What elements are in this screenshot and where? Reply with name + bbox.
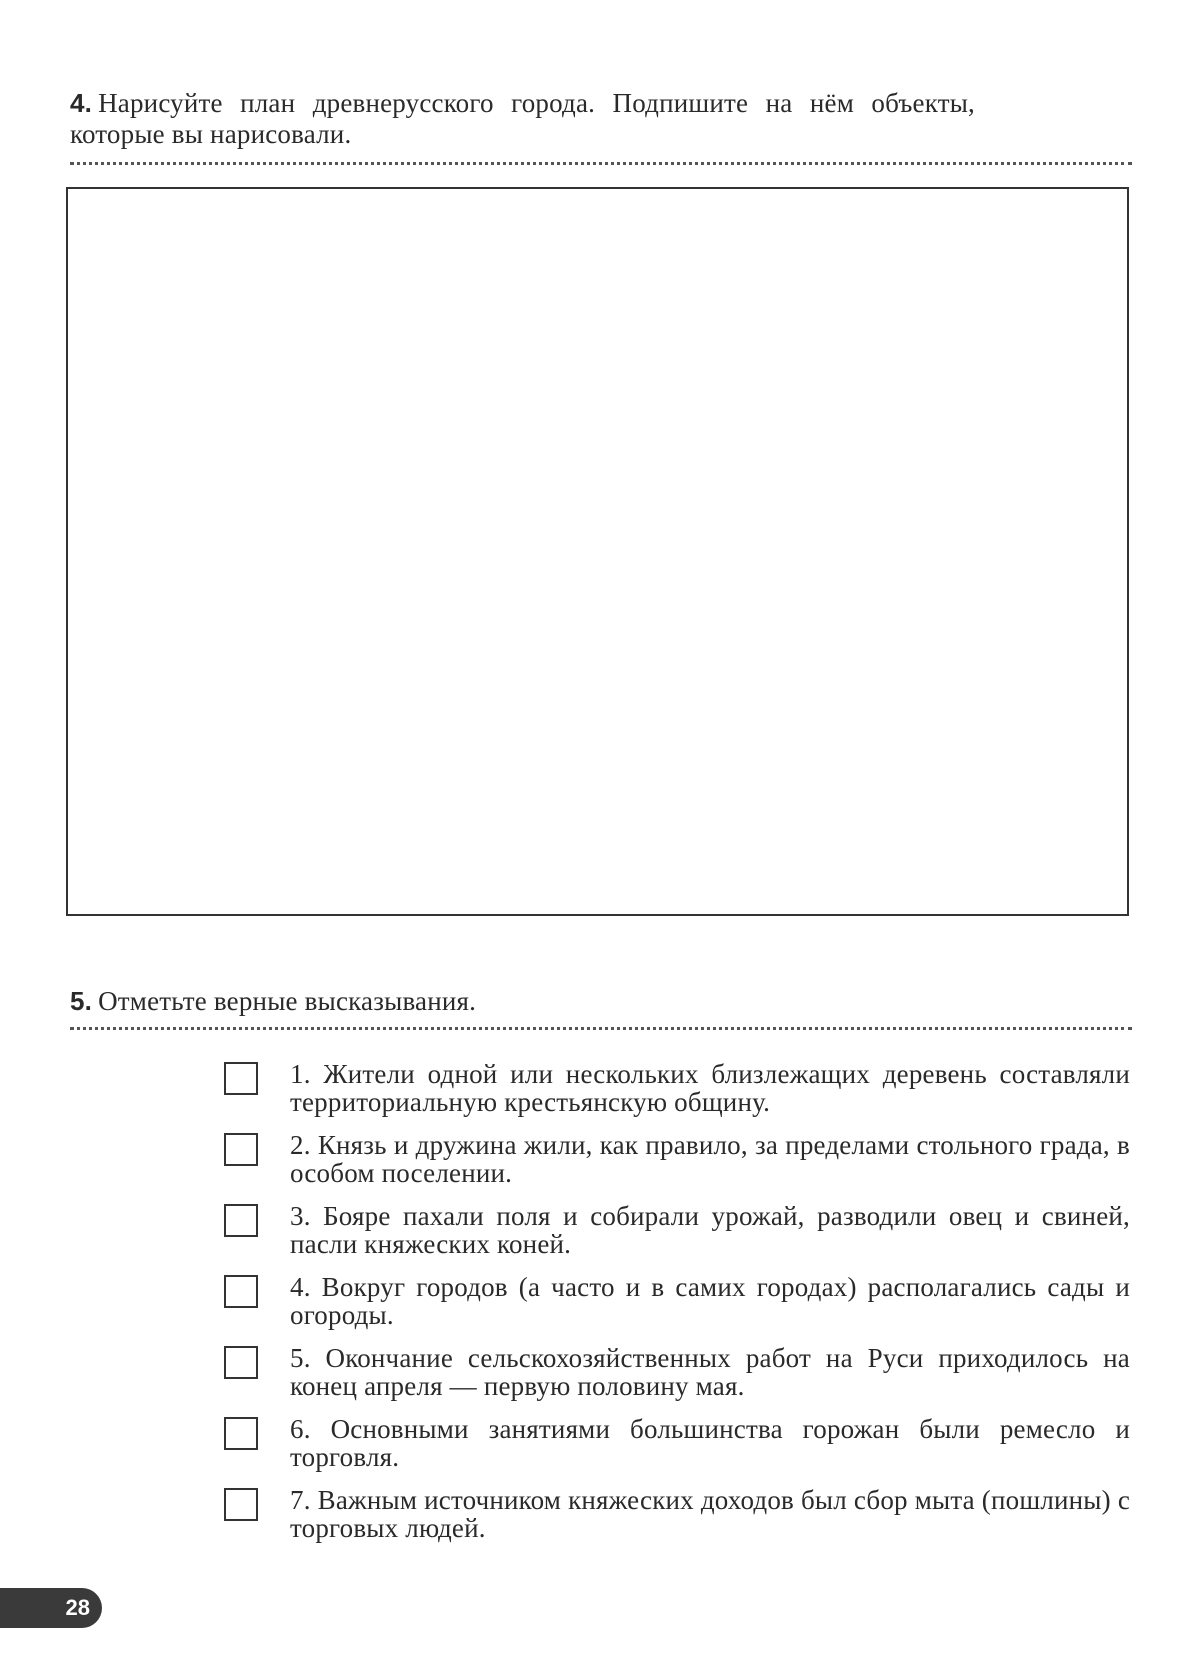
- statement-2-text: 2. Князь и дружина жили, как правило, за пределами стольного града, в особом поселении.: [290, 1130, 1130, 1188]
- statement-6-text: 6. Основными занятиями большинства горожан были ремесло и торговля.: [290, 1414, 1130, 1472]
- statement-7-checkbox[interactable]: [224, 1488, 258, 1521]
- statement-3-checkbox[interactable]: [224, 1204, 258, 1237]
- task-5: [70, 986, 1130, 1017]
- statement-1: [224, 1060, 1130, 1131]
- statement-4-text: 4. Вокруг городов (а часто и в самих городах) располагались сады и огороды.: [290, 1272, 1130, 1330]
- task-4-heading: [70, 88, 975, 150]
- task-4-number: 4.: [70, 88, 93, 118]
- statement-4: [224, 1273, 1130, 1344]
- task-5-dotted-rule: [70, 1027, 1132, 1030]
- task-5-heading: [70, 986, 1130, 1017]
- city-plan-drawing-area[interactable]: [66, 187, 1129, 916]
- statement-5-text: 5. Окончание сельскохозяйственных работ на Руси приходилось на конец апреля — первую половину мая.: [290, 1343, 1130, 1401]
- task-4: [70, 88, 1130, 150]
- task-4-text: Нарисуйте план древнерусского города. Подпишите на нём объекты, которые вы нарисовали.: [70, 88, 975, 149]
- statements-list: [224, 1060, 1130, 1557]
- task-5-number: 5.: [70, 986, 93, 1016]
- task-5-text: Отметьте верные высказывания.: [98, 986, 477, 1016]
- statement-1-text: 1. Жители одной или нескольких близлежащих деревень составляли территориальную крестьянскую общину.: [290, 1059, 1130, 1117]
- statement-4-checkbox[interactable]: [224, 1275, 258, 1308]
- statement-7-text: 7. Важным источником княжеских доходов был сбор мыта (пошлины) с торговых людей.: [290, 1485, 1130, 1543]
- statement-3-text: 3. Бояре пахали поля и собирали урожай, разводили овец и свиней, пасли княжеских коней.: [290, 1201, 1130, 1259]
- statement-5-checkbox[interactable]: [224, 1346, 258, 1379]
- statement-2: [224, 1131, 1130, 1202]
- task-4-dotted-rule: [70, 162, 1132, 165]
- statement-6: [224, 1415, 1130, 1486]
- statement-6-checkbox[interactable]: [224, 1417, 258, 1450]
- page-number-badge: [0, 1588, 102, 1628]
- statement-2-checkbox[interactable]: [224, 1133, 258, 1166]
- statement-5: [224, 1344, 1130, 1415]
- statement-7: [224, 1486, 1130, 1557]
- statement-3: [224, 1202, 1130, 1273]
- statement-1-checkbox[interactable]: [224, 1062, 258, 1095]
- page-number: 28: [65, 1595, 90, 1620]
